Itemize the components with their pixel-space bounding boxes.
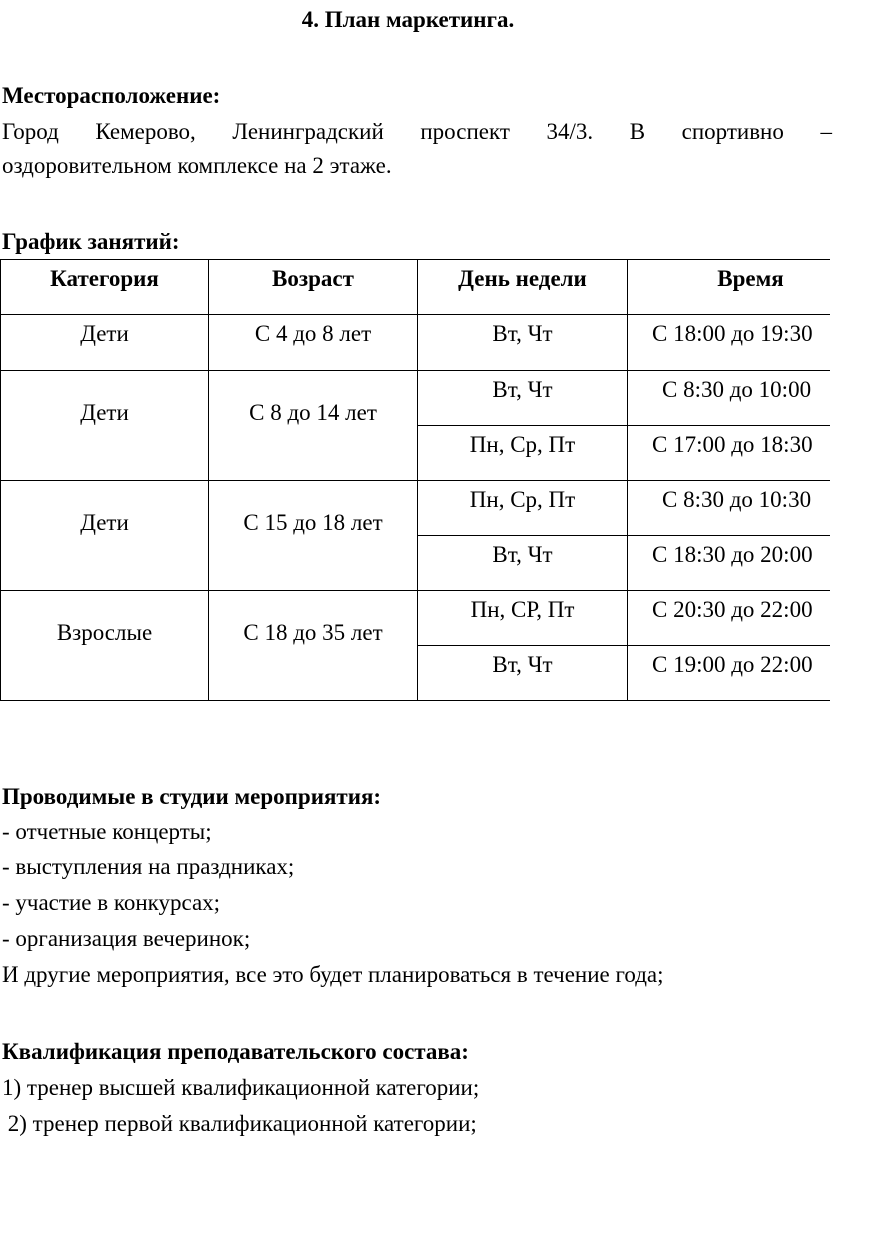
- age-cell: С 4 до 8 лет: [254, 320, 372, 346]
- schedule-table: [0, 259, 830, 701]
- location-word: спортивно: [681, 119, 784, 144]
- time-cell: С 18:00 до 19:30: [652, 320, 813, 346]
- staff-item: 2) тренер первой квалификационной категории;: [2, 1111, 477, 1136]
- location-word: Ленинградский: [232, 119, 384, 144]
- schedule-heading: График занятий:: [2, 229, 180, 254]
- location-word: Кемерово,: [95, 119, 196, 144]
- events-item: - участие в конкурсах;: [2, 890, 221, 915]
- age-cell: С 8 до 14 лет: [249, 400, 377, 425]
- day-cell: Вт, Чт: [492, 376, 553, 402]
- day-cell: Пн, СР, Пт: [470, 596, 575, 622]
- age-cell: С 18 до 35 лет: [243, 620, 383, 645]
- staff-item: 1) тренер высшей квалификационной категории;: [2, 1075, 480, 1100]
- day-cell: Вт, Чт: [492, 541, 553, 567]
- day-cell: Пн, Ср, Пт: [469, 486, 576, 512]
- day-cell: Пн, Ср, Пт: [469, 431, 576, 457]
- category-cell: Дети: [80, 510, 129, 535]
- location-word: проспект: [420, 119, 510, 144]
- time-cell: С 20:30 до 22:00: [652, 596, 813, 622]
- events-item: - организация вечеринок;: [2, 926, 251, 951]
- time-cell: С 19:00 до 22:00: [652, 651, 813, 677]
- column-header-time: Время: [717, 265, 784, 291]
- location-word: В: [629, 119, 646, 144]
- column-header-day: День недели: [458, 265, 587, 291]
- location-line-1: [2, 118, 832, 146]
- location-line-2: оздоровительном комплексе на 2 этаже.: [2, 153, 392, 178]
- events-item: - отчетные концерты;: [2, 819, 212, 844]
- time-cell: С 8:30 до 10:30: [662, 486, 812, 512]
- time-cell: С 8:30 до 10:00: [662, 376, 812, 402]
- column-header-category: Категория: [50, 265, 159, 291]
- location-word: 34/3.: [546, 119, 594, 144]
- table-border: [0, 700, 830, 701]
- events-closing: И другие мероприятия, все это будет планироваться в течение года;: [2, 962, 664, 987]
- events-item: - выступления на праздниках;: [2, 854, 295, 879]
- events-heading: Проводимые в студии мероприятия:: [2, 784, 382, 809]
- location-word: Город: [2, 119, 59, 144]
- staff-heading: Квалификация преподавательского состава:: [2, 1039, 469, 1064]
- section-title: 4. План маркетинга.: [301, 7, 515, 32]
- column-header-age: Возраст: [272, 265, 354, 291]
- category-cell: Дети: [80, 400, 129, 425]
- day-cell: Вт, Чт: [492, 320, 553, 346]
- age-cell: С 15 до 18 лет: [243, 510, 383, 535]
- day-cell: Вт, Чт: [492, 651, 553, 677]
- category-cell: Дети: [80, 320, 129, 346]
- time-cell: С 17:00 до 18:30: [652, 431, 813, 457]
- time-cell: С 18:30 до 20:00: [652, 541, 813, 567]
- category-cell: Взрослые: [56, 620, 153, 645]
- location-word: –: [820, 119, 832, 144]
- location-heading: Месторасположение:: [2, 83, 221, 108]
